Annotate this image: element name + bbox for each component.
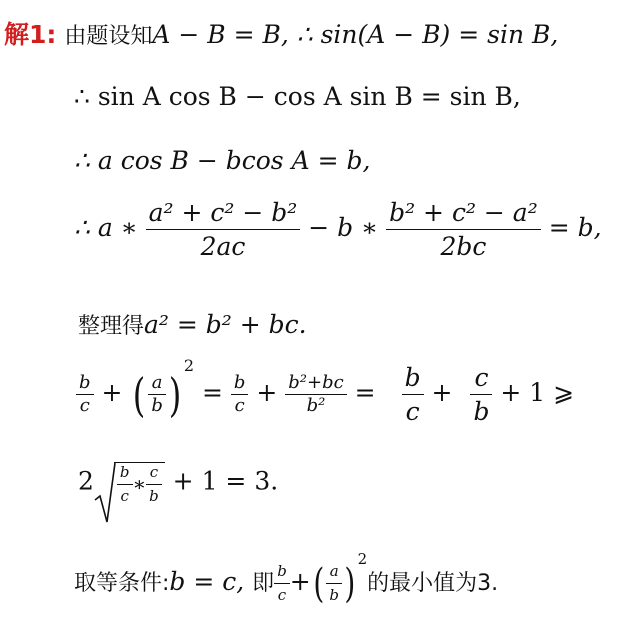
line-6-frac-4 [402,365,424,424]
line-4-middle: − b ∗ [308,213,379,242]
plus-sign: + [256,378,278,407]
right-paren: ) [168,367,182,422]
line-8-math: b = c, [169,567,245,596]
frac-numerator: b [231,374,249,395]
line-4 [74,200,602,259]
left-paren: ( [133,367,146,422]
times-star: ∗ [132,472,147,496]
frac-numerator: a [148,374,166,395]
left-paren: ( [313,560,325,607]
coefficient: 2 [78,466,94,496]
line-6-frac-b-over-c [76,374,94,415]
line-2 [74,84,521,109]
plus-sign: + [101,378,123,407]
frac-denominator: c [234,395,245,416]
line-4-fraction-1 [146,200,301,259]
line-4-suffix: = b, [548,213,602,242]
fraction-1-denominator: 2ac [200,232,246,261]
line-8-text-cn-2: 即 [252,571,275,596]
frac-denominator: c [277,586,287,604]
line-7-tail: + 1 = 3. [172,466,279,496]
line-3 [74,148,370,173]
frac-numerator: a [326,564,342,584]
frac-numerator: c [146,465,162,485]
fraction-2-denominator: 2bc [440,232,487,261]
frac-numerator: b [274,564,290,584]
line-8-frac-b-over-c [274,564,290,603]
equals-sign: = [354,378,376,407]
line-5-math: a² = b² + bc. [144,310,307,339]
line-4-prefix: ∴ a ∗ [74,213,138,242]
frac-denominator: c [120,487,129,505]
line-8 [74,550,499,607]
line-1-math: A − B = B, ∴ sin(A − B) = sin B, [152,20,559,49]
square-exponent: 2 [183,356,195,375]
equals-sign: = [201,378,223,407]
line-6-frac-3 [285,374,346,415]
line-7 [78,462,278,504]
line-3-math: ∴ a cos B − bcos A = b, [74,146,371,175]
line-6-frac-5 [470,365,492,424]
frac-denominator: b [149,487,159,505]
line-6-frac-a-over-b [148,374,166,415]
line-6-tail: + 1 ⩾ [500,378,575,407]
frac-denominator: b [329,586,339,604]
radicand-frac-1 [117,465,133,504]
line-6-frac-2 [231,374,249,415]
line-8-text-cn-3: 的最小值为3. [367,571,499,596]
line-6 [76,358,574,424]
frac-denominator: b² [306,395,326,416]
radicand-frac-2 [146,465,162,504]
line-8-text-cn-1: 取等条件: [74,571,170,596]
square-root [94,462,165,504]
frac-denominator: c [405,397,420,426]
plus-sign: + [431,378,453,407]
frac-numerator: b²+bc [285,374,346,395]
fraction-2-numerator: b² + c² − a² [386,200,541,230]
frac-denominator: b [473,397,490,426]
right-paren: ) [344,560,356,607]
line-2-math: ∴ sin A cos B − cos A sin B = sin B, [74,82,521,111]
frac-numerator: b [117,465,133,485]
frac-denominator: b [151,395,163,416]
line-8-frac-a-over-b [326,564,342,603]
frac-numerator: b [402,365,424,395]
frac-numerator: c [470,365,492,395]
line-1-text-cn: 由题设知 [64,24,153,49]
frac-denominator: c [79,395,90,416]
radical-sign-icon [94,462,116,524]
square-exponent: 2 [357,550,368,568]
line-1 [4,22,558,48]
line-5 [78,312,307,338]
fraction-1-numerator: a² + c² − b² [146,200,301,230]
line-5-text-cn: 整理得 [78,314,145,339]
radicand [114,462,165,504]
solution-label: 解1: [4,20,57,49]
line-4-fraction-2 [386,200,541,259]
frac-numerator: b [76,374,94,395]
plus-sign: + [289,567,311,596]
